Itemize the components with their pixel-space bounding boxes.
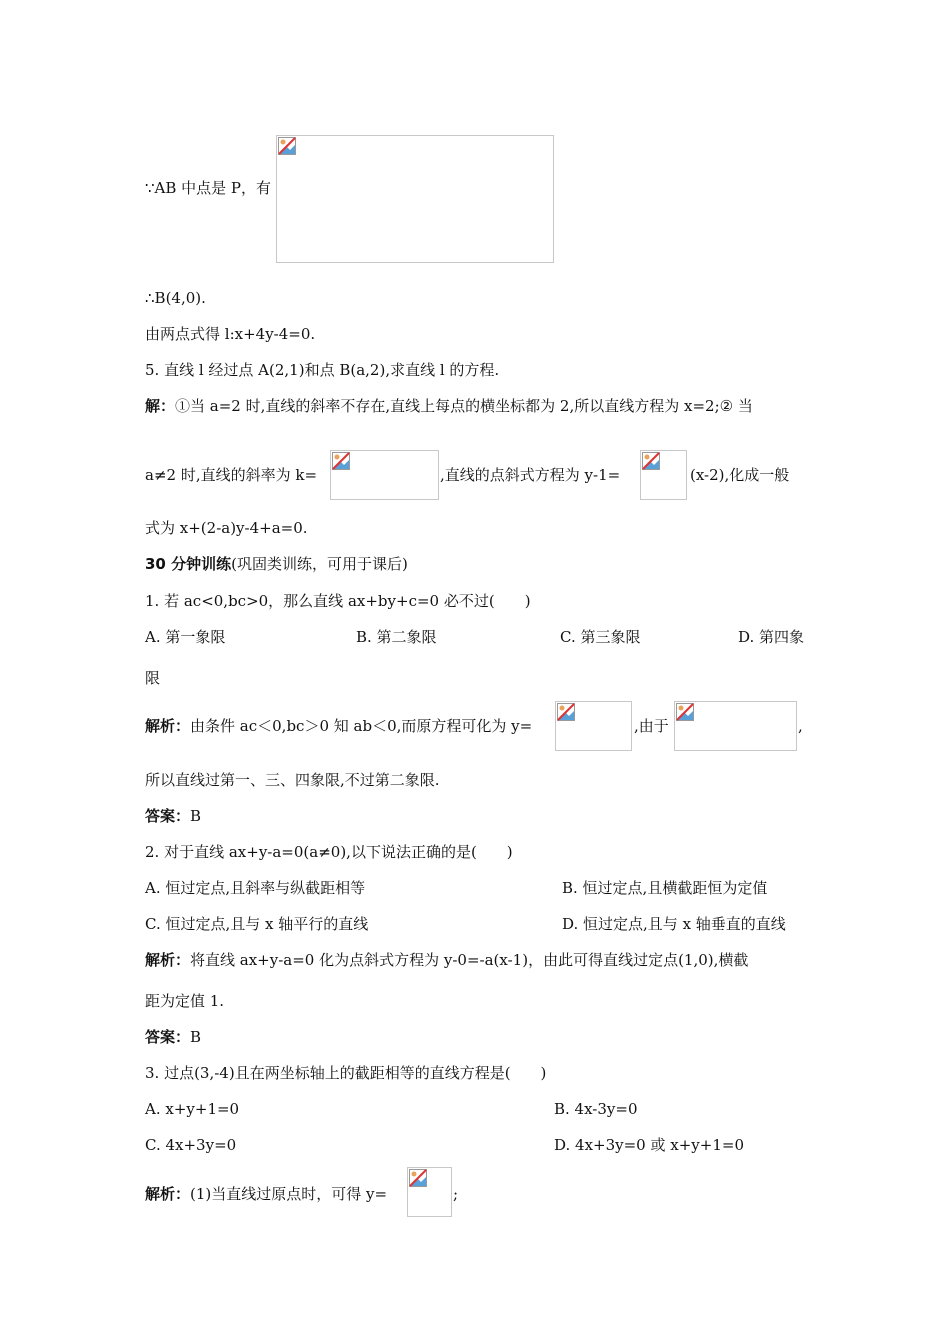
- answer-value: B: [190, 807, 202, 825]
- text-line: ∴B(4,0).: [145, 289, 206, 307]
- answer-label: 答案：: [145, 807, 191, 825]
- image-placeholder-slope: [330, 450, 439, 500]
- image-placeholder-result: [407, 1167, 452, 1217]
- solution-text: ,: [798, 717, 803, 735]
- question-2: 2. 对于直线 ax+y-a=0(a≠0),以下说法正确的是( ): [145, 843, 513, 861]
- option-b: B. 第二象限: [356, 628, 437, 646]
- section-note: (巩固类训练，可用于课后): [231, 555, 408, 573]
- solution-label: 解析：: [145, 717, 191, 735]
- solution-line: a≠2 时,直线的斜率为 k=: [145, 466, 318, 484]
- solution-text: ①当 a=2 时,直线的斜率不存在,直线上每点的横坐标都为 2,所以直线方程为 x=2;② 当: [175, 397, 753, 415]
- solution-text: (1)当直线过原点时，可得 y=: [190, 1185, 388, 1203]
- option-c: C. 第三象限: [560, 628, 641, 646]
- broken-image-icon: [409, 1169, 427, 1187]
- broken-image-icon: [278, 137, 296, 155]
- solution-line: (x-2),化成一般: [690, 466, 790, 484]
- option-b: B. 4x-3y=0: [554, 1100, 638, 1118]
- solution-text: 将直线 ax+y-a=0 化为点斜式方程为 y-0=-a(x-1)，由此可得直线过定点(1,0),横截: [190, 951, 749, 969]
- solution-line: [145, 950, 748, 970]
- option-a: A. x+y+1=0: [145, 1100, 240, 1118]
- section-label: 30 分钟训练: [145, 555, 232, 573]
- text-line: 限: [145, 669, 161, 687]
- image-placeholder-fraction: [640, 450, 687, 500]
- image-placeholder-condition: [674, 701, 797, 751]
- question-3: 3. 过点(3,-4)且在两坐标轴上的截距相等的直线方程是( ): [145, 1064, 547, 1082]
- solution-text: 由条件 ac＜0,bc＞0 知 ab＜0,而原方程可化为 y=: [190, 717, 533, 735]
- option-c: C. 4x+3y=0: [145, 1136, 237, 1154]
- text-line: 所以直线过第一、三、四象限,不过第二象限.: [145, 771, 440, 789]
- solution-text: ,由于: [634, 717, 669, 735]
- answer-line: [145, 806, 201, 826]
- solution-text: ;: [453, 1185, 459, 1203]
- text-line: 式为 x+(2-a)y-4+a=0.: [145, 519, 308, 537]
- answer-line: [145, 1027, 201, 1047]
- text-line: 由两点式得 l:x+4y-4=0.: [145, 325, 316, 343]
- image-placeholder-equation: [555, 701, 632, 751]
- section-heading: [145, 554, 408, 574]
- option-d: D. 4x+3y=0 或 x+y+1=0: [554, 1136, 744, 1154]
- option-d: D. 第四象: [738, 628, 805, 646]
- text-line: 距为定值 1.: [145, 992, 225, 1010]
- solution-line: [145, 396, 753, 416]
- option-c: C. 恒过定点,且与 x 轴平行的直线: [145, 915, 369, 933]
- question-5: 5. 直线 l 经过点 A(2,1)和点 B(a,2),求直线 l 的方程.: [145, 361, 500, 379]
- solution-line: [145, 716, 532, 736]
- option-d: D. 恒过定点,且与 x 轴垂直的直线: [562, 915, 786, 933]
- broken-image-icon: [642, 452, 660, 470]
- solution-line: ,直线的点斜式方程为 y-1=: [440, 466, 621, 484]
- answer-value: B: [190, 1028, 202, 1046]
- text-line: ∵AB 中点是 P，有: [145, 179, 272, 197]
- answer-label: 答案：: [145, 1028, 191, 1046]
- question-1: 1. 若 ac<0,bc>0，那么直线 ax+by+c=0 必不过( ): [145, 592, 531, 610]
- broken-image-icon: [332, 452, 350, 470]
- solution-line: [145, 1184, 387, 1204]
- image-placeholder-midpoint: [276, 135, 554, 263]
- solution-label: 解析：: [145, 1185, 191, 1203]
- option-a: A. 第一象限: [145, 628, 226, 646]
- solution-label: 解：: [145, 397, 176, 415]
- broken-image-icon: [557, 703, 575, 721]
- solution-label: 解析：: [145, 951, 191, 969]
- option-a: A. 恒过定点,且斜率与纵截距相等: [145, 879, 366, 897]
- option-b: B. 恒过定点,且横截距恒为定值: [562, 879, 768, 897]
- broken-image-icon: [676, 703, 694, 721]
